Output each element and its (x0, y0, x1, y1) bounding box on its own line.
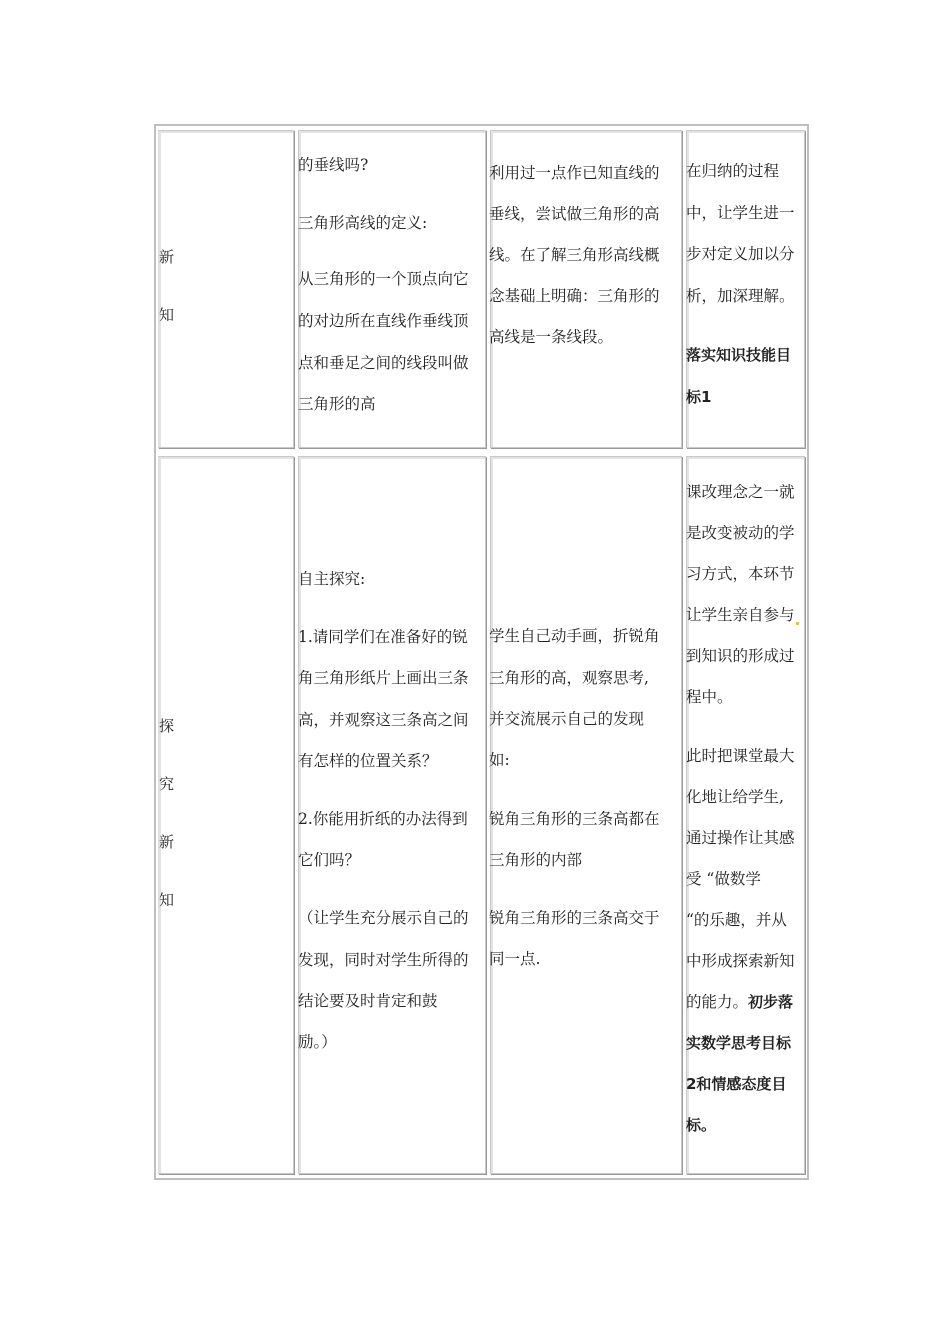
stage-char: 探 (159, 717, 175, 735)
text-line: 1.请同学们在准备好的锐 (298, 628, 468, 646)
text-line: 三角形高线的定义: (298, 214, 428, 232)
text-line: 三角形的高，观察思考, (489, 669, 649, 687)
stage-cell (158, 456, 294, 1174)
stage-char: 知 (159, 891, 175, 909)
text-line: 受 “做数学 (686, 870, 761, 888)
text-line: 锐角三角形的三条高交于 (489, 909, 660, 927)
text-line: 习方式，本环节 (686, 565, 795, 583)
cursor-mark (796, 622, 799, 625)
text-line: 中，让学生进一 (686, 204, 795, 222)
text-line: 从三角形的一个顶点向它 (298, 270, 469, 288)
text-line: 结论要及时肯定和鼓 (298, 992, 438, 1010)
text-line: （让学生充分展示自己的 (298, 909, 469, 927)
text-line: 此时把课堂最大 (686, 747, 795, 765)
stage-char: 新 (159, 833, 175, 851)
text-line: 的对边所在直线作垂线顶 (298, 312, 469, 330)
text-line: 有怎样的位置关系？ (298, 752, 438, 770)
goal-text: 2和情感态度目 (686, 1075, 787, 1093)
text-line: 点和垂足之间的线段叫做 (298, 354, 469, 372)
text-line: 角三角形纸片上画出三条 (298, 669, 469, 687)
text-line: 课改理念之一就 (686, 483, 795, 501)
text-span: 让学生亲自参与 (686, 606, 795, 624)
text-line: 析，加深理解。 (686, 287, 795, 305)
text-line: 通过操作让其感 (686, 829, 795, 847)
goal-text: 落实知识技能目 (686, 346, 792, 364)
text-line: “的乐趣，并从 (686, 911, 787, 929)
text-line (686, 606, 799, 625)
stage-cell (158, 130, 294, 448)
goal-text: 实数学思考目标 (686, 1034, 792, 1052)
goal-text: 标。 (686, 1116, 717, 1134)
text-line: 化地让给学生, (686, 788, 784, 806)
text-line: 自主探究: (298, 570, 366, 588)
text-line: 发现，同时对学生所得的 (298, 951, 469, 969)
text-line: 三角形的高 (298, 395, 376, 413)
text-span: 的能力。 (686, 993, 749, 1011)
goal-text: 标1 (686, 388, 712, 406)
stage-char: 知 (159, 306, 175, 324)
text-line: 程中。 (686, 688, 733, 706)
design-intent-cell (686, 456, 805, 1174)
text-line: 线。在了解三角形高线概 (489, 246, 660, 264)
text-line: 高线是一条线段。 (489, 328, 614, 346)
text-line: 励。） (298, 1033, 337, 1051)
text-line: 到知识的形成过 (686, 647, 795, 665)
text-line: 2.你能用折纸的办法得到 (298, 810, 468, 828)
text-line: 锐角三角形的三条高都在 (489, 810, 660, 828)
text-line: 中形成探索新知 (686, 952, 795, 970)
text-line: 高，并观察这三条高之间 (298, 711, 469, 729)
text-line: 念基础上明确：三角形的 (489, 287, 660, 305)
text-line: 如: (489, 751, 510, 769)
goal-text: 初步落 (748, 993, 794, 1011)
text-line: 学生自己动手画，折锐角 (489, 627, 660, 645)
text-line (686, 993, 793, 1012)
text-line: 同一点. (489, 950, 541, 968)
text-line: 在归纳的过程 (686, 162, 780, 180)
text-line: 是改变被动的学 (686, 524, 795, 542)
text-line: 步对定义加以分 (686, 245, 795, 263)
stage-char: 究 (159, 775, 175, 793)
text-line: 三角形的内部 (489, 851, 583, 869)
text-line: 垂线，尝试做三角形的高 (489, 205, 660, 223)
text-line: 的垂线吗? (298, 156, 369, 174)
stage-char: 新 (159, 248, 175, 266)
text-line: 并交流展示自己的发现 (489, 710, 645, 728)
text-line: 利用过一点作已知直线的 (489, 164, 660, 182)
table-row (156, 452, 807, 1178)
text-line: 它们吗？ (298, 851, 361, 869)
